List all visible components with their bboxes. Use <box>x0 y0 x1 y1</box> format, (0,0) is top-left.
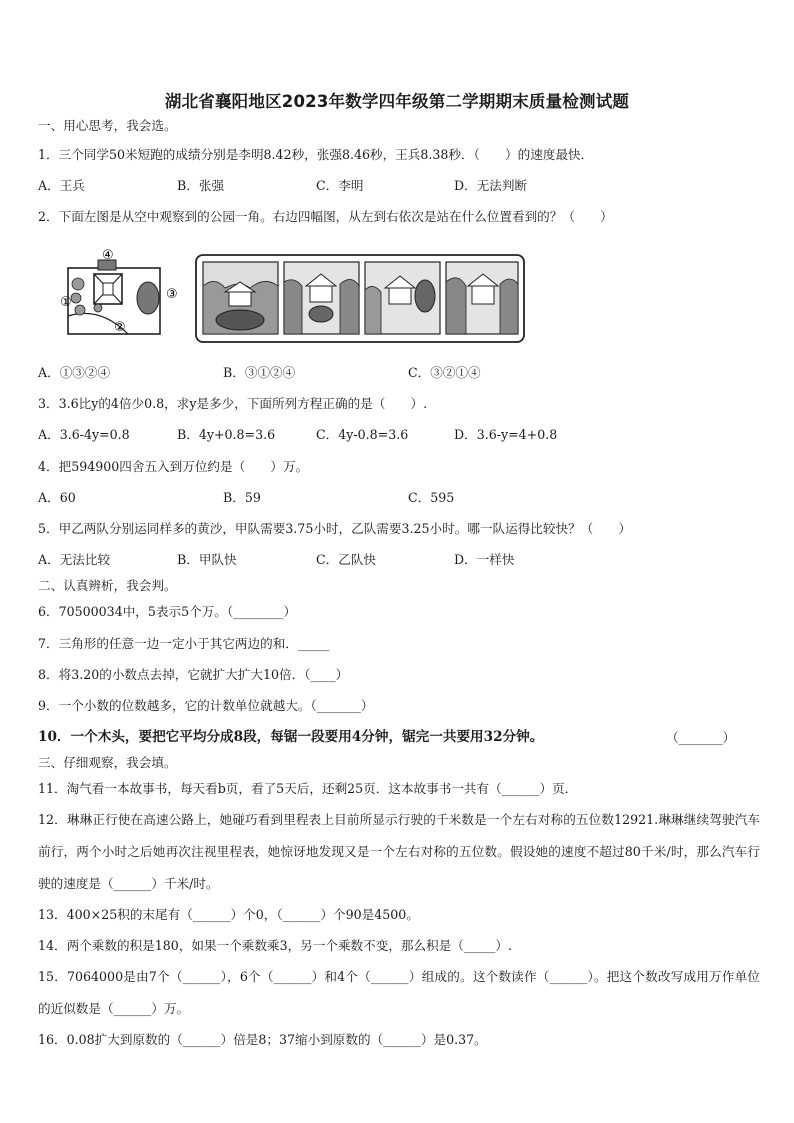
option-a: A．60 <box>38 490 76 505</box>
question-9: 9．一个小数的位数越多，它的计数单位就越大。（_______） <box>38 698 374 713</box>
option-b: B．③①②④ <box>223 365 296 380</box>
question-1: 1．三个同学50米短跑的成绩分别是李明8.42秒，张强8.46秒，王兵8.38秒．（ ）的速度最快． <box>38 147 594 162</box>
option-a: A．无法比较 <box>38 552 111 567</box>
option-a: A．①③②④ <box>38 365 111 380</box>
position-label-2: ② <box>114 320 126 335</box>
park-figure <box>40 246 530 346</box>
question-3: 3．3.6比y的4倍少0.8，求y是多少，下面所列方程正确的是（ ）. <box>38 396 428 411</box>
question-10: 10．一个木头，要把它平均分成8段，每锯一段要用4分钟，锯完一共要用32分钟。 <box>38 729 544 745</box>
position-label-4: ④ <box>102 248 114 263</box>
view-1 <box>203 262 278 334</box>
section-heading-fill: 三、仔细观察，我会填。 <box>38 755 177 770</box>
option-b: B．张强 <box>177 178 225 193</box>
view-3 <box>365 262 440 334</box>
option-d: D．一样快 <box>454 552 515 567</box>
option-c: C．李明 <box>316 178 364 193</box>
question-5: 5．甲乙两队分别运同样多的黄沙，甲队需要3.75小时，乙队需要3.25小时。哪一队运得比较快？（ ） <box>38 521 632 536</box>
question-4: 4．把594900四舍五入到万位约是（ ）万。 <box>38 459 309 474</box>
question-8: 8．将3.20的小数点去掉，它就扩大扩大10倍．（____） <box>38 667 349 682</box>
question-16: 16．0.08扩大到原数的（______）倍是8；37缩小到原数的（______）是0.37。 <box>38 1032 487 1047</box>
option-b: B．4y+0.8=3.6 <box>177 427 276 442</box>
section-heading-choice: 一、用心思考，我会选。 <box>38 118 177 133</box>
section-heading-judge: 二、认真辨析，我会判。 <box>38 578 177 593</box>
position-label-3: ③ <box>166 287 178 302</box>
question-12: 12．琳琳正行使在高速公路上，她碰巧看到里程表上目前所显示行驶的千米数是一个左右对称的五位数12921.琳琳继续驾驶汽车前行，两个小时之后她再次注视里程表，她惊讶地发现又是一个左右对称的五位数。假设她的速度不超过80千米/时，那么汽车行驶的速度是（______）千米/时。 <box>38 812 760 891</box>
position-label-1: ① <box>60 295 72 310</box>
question-13: 13．400×25积的末尾有（______）个0，（______）个90是4500。 <box>38 907 419 922</box>
option-c: C．4y-0.8=3.6 <box>316 427 409 442</box>
option-d: D．无法判断 <box>454 178 528 193</box>
option-d: D．3.6-y=4+0.8 <box>454 427 558 442</box>
option-b: B．甲队快 <box>177 552 237 567</box>
option-c: C．乙队快 <box>316 552 377 567</box>
option-a: A．王兵 <box>38 178 85 193</box>
question-2: 2．下面左图是从空中观察到的公园一角。右边四幅图，从左到右依次是站在什么位置看到的？（ ） <box>38 209 613 224</box>
option-a: A．3.6-4y=0.8 <box>38 427 130 442</box>
option-c: C．595 <box>408 490 455 505</box>
view-4 <box>446 262 518 334</box>
question-10-blank: （_______） <box>666 730 736 745</box>
view-2 <box>284 262 359 334</box>
page-title: 湖北省襄阳地区2023年数学四年级第二学期期末质量检测试题 <box>164 92 630 111</box>
question-6: 6．70500034中，5表示5个万。（________） <box>38 604 297 619</box>
option-c: C．③②①④ <box>408 365 481 380</box>
question-15: 15．7064000是由7个（______），6个（______）和4个（______）组成的。这个数读作（______）。把这个数改写成用万作单位的近似数是（______）万。 <box>38 969 760 1016</box>
question-7: 7．三角形的任意一边一定小于其它两边的和．_____ <box>38 636 330 651</box>
option-b: B．59 <box>223 490 261 505</box>
question-11: 11．淘气看一本故事书，每天看b页，看了5天后，还剩25页．这本故事书一共有（______）页． <box>38 781 578 796</box>
question-14: 14．两个乘数的积是180，如果一个乘数乘3，另一个乘数不变，那么积是（_____）. <box>38 938 512 953</box>
question-2-figure <box>40 246 530 346</box>
